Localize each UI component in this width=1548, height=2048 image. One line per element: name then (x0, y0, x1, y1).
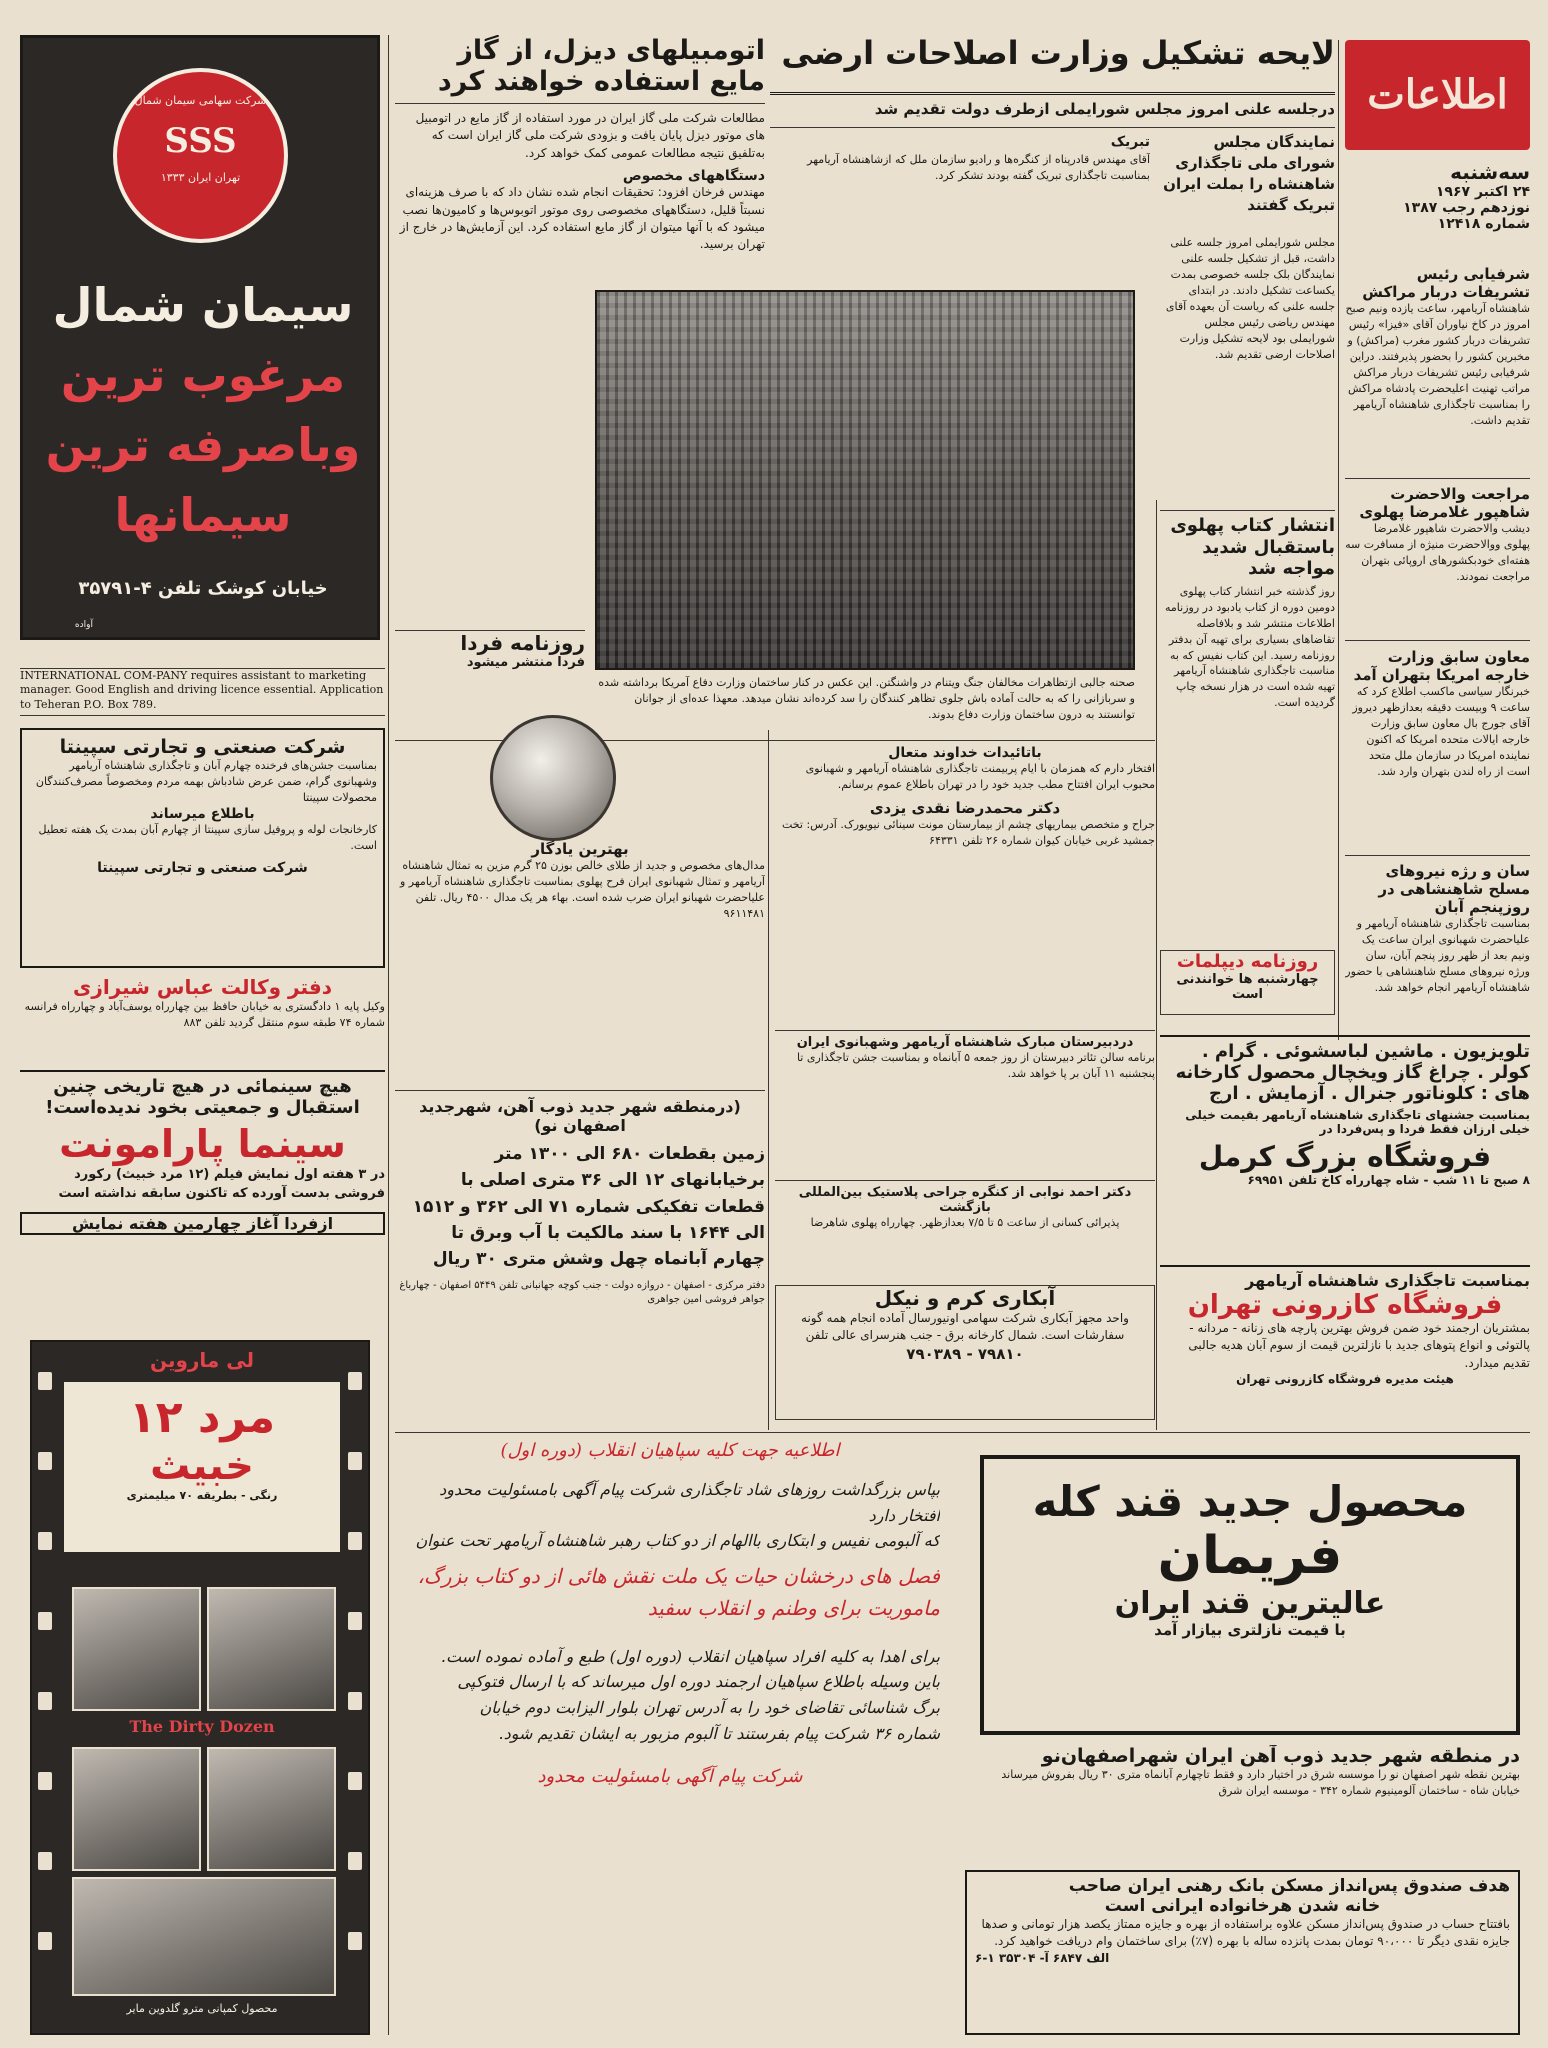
movie-still (72, 1877, 336, 1996)
law-office-ad (20, 975, 385, 1065)
story-parade-headline: سان و رژه نیروهای مسلح شاهنشاهی در روزپنجم آبان (1378, 862, 1530, 916)
dr-navabi (775, 1180, 1155, 1280)
siman-seal-bottom: ۱۳۳۳ تهران ایران (160, 171, 241, 184)
story-gholamreza (1345, 485, 1530, 635)
masthead-date-line-1: ۲۴ اکتبر ۱۹۶۷ (1435, 184, 1530, 200)
masthead-date-line-2: نوزدهم رجب ۱۳۸۷ (1403, 200, 1530, 216)
column-rule (768, 730, 769, 1430)
english-ad: INTERNATIONAL COM-PANY requires assistant to marketing manager. Good English and driving licence essential. Application to Teheran P.O. Box 789. (20, 668, 385, 716)
isfahan-land (395, 1090, 765, 1420)
sepahiyan-line-3: برای اهدا به کلیه افراد سپاهیان انقلاب (دوره اول) طبع و آماده نموده است. (440, 1646, 940, 1666)
tv-ad (1160, 1035, 1530, 1265)
film-perforation (38, 1372, 52, 1390)
photo-caption: صحنه جالبی ازتظاهرات مخالفان جنگ ویتنام در واشنگتن. این عکس در کنار ساختمان وزارت دفاع آمریکا برداشته شده و سربازانی را که به حالت آماده باش جلوی تظاهر کنندگان را سد کرده‌اند نشان میدهد. معهذا عده‌ای از جوانان توانستند به درون ساختمان وزارت دفاع بدوند. (598, 676, 1135, 721)
film-perforation (38, 1852, 52, 1870)
book-story-headline: انتشار کتاب پهلوی باستقبال شدید مواجه شد (1160, 510, 1335, 580)
film-perforation (348, 1612, 362, 1630)
sugar-line-4: با قیمت نازلتری بیازار آمد (1154, 1621, 1346, 1639)
diplomat-title: روزنامه دیپلمات (1176, 951, 1319, 972)
movie-actor: لی ماروین (149, 1348, 255, 1372)
doctor-story (775, 745, 1155, 1025)
masthead-logo-text: اطلاعات (1367, 71, 1508, 118)
movie-still (72, 1587, 201, 1711)
siman-seal-mid: SSS (164, 121, 237, 161)
film-perforation (348, 1772, 362, 1790)
sepahiyan-title: اطلاعیه جهت کلیه سپاهیان انقلاب (دوره اول) (500, 1440, 840, 1461)
chrome-ad-body: واحد مجهز آبکاری شرکت سهامی اونیورسال آماده انجام همه گونه سفارشات است. شمال کارخانه برق - جنب هنرسرای عالی تلفن (801, 1311, 1129, 1343)
film-perforation (38, 1692, 52, 1710)
siman-line-1: سیمان شمال (52, 278, 354, 332)
lead-body: مجلس شورایملی امروز جلسه علنی داشت، قبل از تشکیل جلسه علنی نمایندگان بلک جلسه خصوصی بمدت یکساعت تشکیل دادند. در ابتدای جلسه علنی که ریاست آن بعهده آقای مهندس ریاضی رئیس مجلس شورایملی بود لایحه تشکیل وزارت اصلاحات ارضی تقدیم شد. (1165, 236, 1335, 361)
masthead-date (1345, 160, 1530, 255)
film-perforation (348, 1932, 362, 1950)
siman-line-3: وباصرفه ترین (45, 418, 361, 472)
paramount-line-2: استقبال و جمعیتی بخود ندیده‌است! (45, 1097, 360, 1118)
sepinta-title: شرکت صنعتی و تجارتی سپینتا (59, 736, 346, 758)
lead-headline: لایحه تشکیل وزارت اصلاحات ارضی (781, 35, 1335, 72)
movie-still (207, 1747, 336, 1871)
divider (1345, 855, 1530, 856)
doctor-intro-body: افتخار دارم که همزمان با ایام پربیمنت تاجگذاری شاهنشاه آریامهر و شهبانوی محبوب ایران افتتاح مطب جدید خود را در تهران باطلاع عموم برسانم. (805, 762, 1155, 791)
bank-ref: الف ۶۸۴۷ آ- ۳۵۳۰۴ ۱-۶ (975, 1950, 1110, 1965)
film-perforation (348, 1372, 362, 1390)
sepinta-sign: شرکت صنعتی و تجارتی سپینتا (97, 859, 308, 876)
tv-ad-store: فروشگاه بزرگ کرمل (1198, 1140, 1492, 1173)
siman-seal (113, 68, 288, 243)
coin-body: مدال‌های مخصوص و جدید از طلای خالص بوزن ۲۵ گرم مزین به تمثال شاهنشاه آریامهر و تمثال شهبانوی ایران فرح پهلوی بمناسبت تاجگذاری شاهنشاه آریامهر و علیاحضرت شهبانو ایران ضرب شده است. بهاء هر یک مدال ۴۵۰۰ ریال. تلفن ۹۶۱۱۴۸۱ (399, 859, 765, 920)
tv-ad-line-2: کولر . چراغ گاز ویخچال محصول کارخانه (1175, 1062, 1530, 1083)
kazerouni-intro: بمناسبت تاجگذاری شاهنشاه آریامهر (1245, 1271, 1530, 1290)
story-morocco-body: شاهنشاه آریامهر، ساعت یازده ونیم صبح امروز در کاخ نیاوران آقای «فیزا» رئیس تشریفات دربار کشور مغرب (مراکش) و مخبرین کشور را بحضور پذیرفتند. دراین شرفیابی رئیس تشریفات دربار مراکش مراتب تهنیت اعلیحضرت پادشاه مراکش را بمناسبت تاجگذاری شاهنشاه آریامهر تقدیم داشت. (1345, 302, 1530, 427)
isfahan-land-title: (درمنطقه شهر جدید ذوب آهن، شهرجدید اصفهان نو) (419, 1097, 741, 1135)
lead-bullet1: نمایندگان مجلس شورای ملی تاجگذاری شاهنشاه را بملت ایران تبریک گفتند (1163, 133, 1335, 214)
sepinta-body2: کارخانجات لوله و پروفیل سازی سپینتا از چهارم آبان بمدت یک هفته تعطیل است. (38, 822, 377, 852)
sugar-line-2: فریمان (1157, 1526, 1343, 1586)
section-rule (395, 1432, 1530, 1433)
sepinta-notice: باطلاع میرساند (150, 805, 255, 822)
film-perforation (348, 1532, 362, 1550)
isfahan-land-footer: دفتر مرکزی - اصفهان - دروازه دولت - جنب کوچه جهانبانی تلفن ۵۴۴۹ اصفهان - چهارباغ جواهر فروشی امین جواهری (399, 1279, 765, 1306)
sepahiyan-ad (400, 1440, 940, 2040)
film-perforation (348, 1452, 362, 1470)
bank-title-2: خانه شدن هرخانواده ایرانی است (1104, 1896, 1381, 1916)
paramount-footer: ازفردا آغاز چهارمین هفته نمایش (20, 1212, 385, 1235)
masthead-logo (1345, 40, 1530, 150)
coin-title: بهترین یادگار (531, 840, 629, 858)
paramount-body: در ۳ هفته اول نمایش فیلم (۱۲ مرد خبیث) رکورد فروشی بدست آورده که تاکنون سابقه نداشته است (58, 1167, 385, 1201)
chrome-ad (775, 1285, 1155, 1420)
story-morocco (1345, 265, 1530, 470)
isfahan-no-title: در منطقه شهر جدید ذوب آهن ایران شهراصفهان‌نو (1041, 1745, 1520, 1767)
sepinta-body: بمناسبت جشن‌های فرخنده چهارم آبان و تاجگذاری شاهنشاه آریامهر وشهبانوی گرام، ضمن عرض شادباش بهمه مردم ومخصوصاً مصرف‌کنندگان محصولات سپینتا (35, 759, 377, 804)
kazerouni-ad (1160, 1265, 1530, 1460)
movie-title-a: ۱۲ مرد (128, 1392, 276, 1443)
diesel-subhead: دستگاههای مخصوص (622, 168, 765, 185)
sugar-line-3: عالیترین قند ایران (1114, 1586, 1386, 1621)
doctor-body: جراح و متخصص بیماریهای چشم از بیمارستان مونت سینائی نیویورک. آدرس: تخت جمشید غربی خیابان کیوان شماره ۲۶ تلفن ۶۴۳۳۱ (782, 817, 1155, 847)
lead-headline-box (770, 35, 1335, 95)
sepahiyan-line-5: برگ شناسائی تقاضای خود را به آدرس تهران بلوار الیزابت دوم خیابان (479, 1697, 940, 1717)
sugar-ad (980, 1455, 1520, 1735)
siman-tag: آواده (74, 620, 93, 630)
film-perforation (38, 1932, 52, 1950)
movie-credit: محصول کمپانی مترو گلدوین مایر (126, 2002, 278, 2015)
dr-navabi-body: پذیرائی کسانی از ساعت ۵ تا ۷/۵ بعدازظهر. چهارراه پهلوی شاهرضا (810, 1216, 1120, 1229)
bank-body: بافتتاح حساب در صندوق پس‌انداز مسکن علاوه براستفاده از بهره و جایزه ممتاز یکصد هزار تومانی و صدها جایزه نقدی دیگر تا ۹۰،۰۰۰ تومان بمدت پانزده ساله با بهره (۷٪) برای ساختمان وام دریافت خواهید کرد. (981, 1917, 1510, 1949)
isfahan-no-body: بهترین نقطه شهر اصفهان نو را موسسه شرق در اختیار دارد و فقط تاچهارم آبانماه متری ۳۰ ریال بفروش میرساند خیابان شاه - ساختمان آلومینیوم شماره ۳۴۲ - موسسه ایران شرق (1001, 1768, 1520, 1797)
story-george-ball-body: خبرنگار سیاسی ماکسب اطلاع کرد که ساعت ۹ وبیست دقیقه بعدازظهر دیروز آقای جورج بال معاون سابق وزارت خارجه ایالات متحده امریکا که اکنون نماینده امریکا در سازمان ملل متحد است از راه لندن بتهران وارد شد. (1352, 685, 1530, 778)
movie-still (72, 1747, 201, 1871)
divider (1345, 640, 1530, 641)
movie-title-panel (64, 1382, 340, 1552)
movie-still (207, 1587, 336, 1711)
kazerouni-store: فروشگاه کازرونی تهران (1187, 1290, 1503, 1320)
masthead-day: سه‌شنبه (1450, 160, 1530, 184)
sepahiyan-line-1: بپاس بزرگداشت روزهای شاد تاجگذاری شرکت پیام آگهی بامسئولیت محدود افتخار دارد (439, 1480, 940, 1525)
lead-body2: آقای مهندس قادرپناه از کنگره‌ها و رادیو سازمان ملل که ازشاهنشاه آریامهر بمناسبت تاجگذاری تبریک گفته بودند تشکر کرد. (807, 153, 1150, 183)
divider (1345, 478, 1530, 479)
tv-ad-line-3: های : کلوناتور جنرال . آزمایش . ارج (1209, 1083, 1530, 1104)
bank-ad (965, 1870, 1520, 2035)
law-office-body: وکیل پایه ۱ دادگستری به خیابان حافظ بین چهارراه یوسف‌آباد و چهارراه فرانسه شماره ۷۴ طبقه سوم منتقل گردید تلفن ۸۸۳ (24, 1000, 385, 1029)
column-rule (1156, 500, 1157, 1430)
movie-sub: رنگی - بطریقه ۷۰ میلیمتری (126, 1489, 278, 1502)
bank-title-1: هدف صندوق پس‌انداز مسکن بانک رهنی ایران صاحب (1068, 1876, 1510, 1896)
university-title: دردبیرستان مبارک شاهنشاه آریامهر وشهبانوی ایران (796, 1035, 1134, 1050)
story-parade (1345, 862, 1530, 1042)
story-gholamreza-body: دیشب والاحضرت شاهپور غلامرضا پهلوی ووالاحضرت منیژه از مسافرت سه هفته‌ای خودبکشورهای اروپائی بتهران مراجعت نمودند. (1345, 522, 1530, 583)
rooznameh-farda (395, 630, 585, 690)
story-parade-body: بمناسبت تاجگذاری شاهنشاه آریامهر و علیاحضرت شهبانوی ایران ساعت یک ونیم بعد از ظهر روز پنجم آبان، سان ورژه نیروهای مسلح شاهنشاهی با حضور شاهنشاه آریامهر انجام خواهد شد. (1345, 917, 1530, 994)
sugar-line-1: محصول جدید قند کله (1032, 1477, 1468, 1526)
masthead-date-line-3: شماره ۱۲۴۱۸ (1437, 216, 1530, 232)
dr-navabi-title: دکتر احمد نوابی از کنگره جراحی پلاستیک بین‌المللی بازگشت (798, 1185, 1132, 1215)
movie-english-title: The Dirty Dozen (129, 1717, 275, 1736)
story-george-ball (1345, 648, 1530, 848)
sepahiyan-line-2: که آلبومی نفیس و ابتکاری باالهام از دو کتاب رهبر شاهنشاه آریامهر تحت عنوان (415, 1531, 940, 1551)
doctor-intro-title: باتائیدات خداوند متعال (888, 745, 1042, 761)
sepahiyan-line-4: باین وسیله باطلاع سپاهیان ارجمند دوره اول میرساند که با ارسال فتوکپی (457, 1672, 940, 1692)
story-morocco-headline: شرفیابی رئیس تشریفات دربار مراکش (1362, 265, 1530, 301)
paramount-ad (20, 1070, 385, 1330)
tv-ad-line-1: تلویزیون . ماشین لباسشوئی . گرام . (1201, 1041, 1530, 1062)
film-perforation (348, 1692, 362, 1710)
isfahan-land-body: زمین بقطعات ۶۸۰ الی ۱۳۰۰ متر برخیابانهای ۱۲ الی ۳۶ متری اصلی با قطعات تفکیکی شماره ۷۱ الی ۳۶۲ و ۱۵۱۲ الی ۱۶۴۴ با سند مالکیت با آب وبرق تا چهارم آبانماه چهل وشش متری ۳۰ ریال (412, 1144, 765, 1270)
sepahiyan-red-1: فصل های درخشان حیات یک ملت نقش هائی از دو کتاب بزرگ، (417, 1563, 940, 1588)
sepahiyan-red-2: ماموریت برای وطنم و انقلاب سفید (647, 1595, 940, 1620)
kazerouni-sign: هیئت مدیره فروشگاه کازرونی تهران (1236, 1372, 1454, 1387)
sepahiyan-line-6: شماره ۳۶ شرکت پیام بفرستند تا آلبوم مزبور به ایشان تقدیم شود. (498, 1723, 940, 1743)
lead-bullet2: تبریک (1110, 134, 1150, 150)
film-perforation (38, 1612, 52, 1630)
diplomat-sub: چهارشنبه ها خوانندنی است (1176, 972, 1319, 1002)
university-body: برنامه سالن تئاتر دبیرستان از روز جمعه ۵ آبانماه و بمناسبت جشن تاجگذاری تا پنجشنبه ۱۱ آبان بر پا خواهد شد. (796, 1051, 1155, 1080)
news-photo (595, 290, 1135, 670)
lead-body-col2 (770, 132, 1150, 282)
sepahiyan-sign: شرکت پیام آگهی بامسئولیت محدود (537, 1766, 803, 1788)
column-rule (388, 35, 389, 2035)
university-story (775, 1030, 1155, 1180)
column-rule (1338, 40, 1339, 1040)
siman-line-4: سیمانها (114, 488, 292, 542)
siman-seal-top: شرکت سهامی سیمان شمال (134, 94, 267, 107)
movie-ad (30, 1340, 370, 2035)
doctor-name: دکتر محمدرضا نقدی یزدی (869, 798, 1061, 817)
diplomat-box (1160, 950, 1335, 1015)
rooznameh-farda-subtitle: فردا منتشر میشود (466, 655, 585, 670)
lead-subhead: درجلسه علنی امروز مجلس شورایملی ازطرف دولت تقدیم شد (770, 100, 1335, 128)
chrome-ad-phone: ۷۹۸۱۰ - ۷۹۰۳۸۹ (906, 1344, 1024, 1363)
story-george-ball-headline: معاون سابق وزارت خارجه امریکا بتهران آمد (1353, 648, 1530, 684)
coin-story (395, 840, 765, 1085)
book-story-body: روز گذشته خبر انتشار کتاب پهلوی دومین دوره از کتاب یادبود در روزنامه اطلاعات منتشر شد و بلافاصله تقاضاهای بسیاری برای تهیه آن بدفتر روزنامه رسید. این کتاب نفیس که به مناسبت تاجگذاری شاهنشاه آریامهر تهیه شده است در هزار نسخه چاپ گردیده است. (1165, 584, 1335, 710)
tv-ad-line-4: بمناسبت جشنهای تاجگذاری شاهنشاه آریامهر بقیمت خیلی خیلی ارزان فقط فردا و پس‌فردا در (1185, 1108, 1530, 1136)
rooznameh-farda-title: روزنامه فردا (460, 631, 585, 655)
chrome-ad-title: آبکاری کرم و نیکل (874, 1286, 1056, 1310)
story-gholamreza-headline: مراجعت والاحضرت شاهپور غلامرضا پهلوی (1359, 485, 1530, 521)
siman-shomal-ad (20, 35, 380, 640)
diesel-headline: اتومبیلهای دیزل، از گاز مایع استفاده خواهند کرد (395, 35, 765, 104)
film-perforation (38, 1772, 52, 1790)
film-perforation (38, 1532, 52, 1550)
film-perforation (38, 1452, 52, 1470)
coin-image (490, 715, 616, 841)
siman-address: خیابان کوشک تلفن ۴-۳۵۷۹۱ (78, 578, 328, 599)
law-office-title: دفتر وکالت عباس شیرازی (72, 975, 332, 999)
sepinta-ad (20, 728, 385, 968)
tv-ad-hours: ۸ صبح تا ۱۱ شب - شاه چهارراه کاخ تلفن ۶۹۹۵۱ (1247, 1173, 1530, 1187)
diesel-body2: مهندس فرخان افزود: تحقیقات انجام شده نشان داد که با صرف هزینه‌ای نسبتاً قلیل، دستگاههای مخصوصی روی موتور اتوبوس‌ها و کامیون‌ها نصب میشود که با آنها میتوان از گاز مایع استفاده کرد. این آزمایش‌ها در خارج از تهران برسید. (399, 185, 765, 252)
film-perforation (348, 1852, 362, 1870)
paramount-cinema: سینما پارامونت (59, 1122, 346, 1166)
kazerouni-body: بمشتریان ارجمند خود ضمن فروش بهترین پارچه های زنانه - مردانه - پالتوئی و انواع پتوهای جدید با نازلترین قیمت از سوم آبان هدیه جالبی تقدیم میدارد. (1188, 1321, 1530, 1370)
book-story (1160, 510, 1335, 950)
siman-line-2: مرغوب ترین (60, 348, 346, 402)
isfahan-no-ad (980, 1745, 1520, 1855)
diesel-body: مطالعات شرکت ملی گاز ایران در مورد استفاده از گاز مایع در اتومبیل های موتور دیزل پایان یافت و بزودی شرکت ملی گاز ایران است که به‌تلفیق نتیجه مطالعات عمومی کمک خواهد کرد. (415, 111, 765, 160)
movie-title-b: خبیث (150, 1443, 254, 1489)
paramount-line-1: هیچ سینمائی در هیچ تاریخی چنین (53, 1076, 352, 1097)
